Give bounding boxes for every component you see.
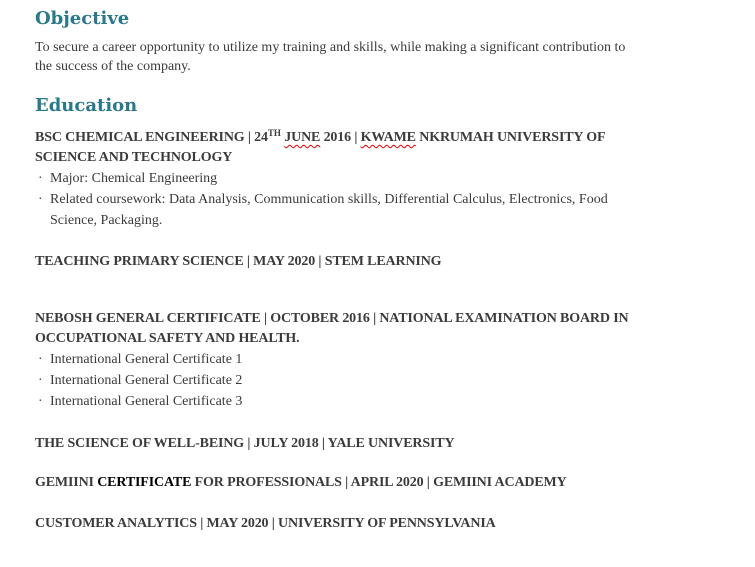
text-segment: FOR PROFESSIONALS | APRIL 2020 | GEMIINI ACADEMY (191, 475, 567, 490)
education-entry-title-wellbeing (35, 434, 735, 454)
entry-title-line (35, 473, 735, 493)
education-heading: Education (35, 95, 138, 116)
list-item (35, 391, 735, 412)
text-segment: GEMIINI (35, 475, 98, 490)
entry-title-line: NEBOSH GENERAL CERTIFICATE | OCTOBER 2016 | NATIONAL EXAMINATION BOARD IN (35, 311, 629, 326)
objective-paragraph (35, 38, 735, 76)
bullet-icon: · (38, 352, 43, 367)
education-entry-title-customer (35, 514, 735, 534)
list-item-text: International General Certificate 3 (50, 394, 243, 409)
entry-title-line (35, 123, 735, 148)
list-item-continuation (35, 210, 735, 231)
bullet-icon: · (38, 373, 43, 388)
misspelled-word: JUNE (284, 130, 321, 145)
list-item (35, 168, 735, 189)
list-item-text: International General Certificate 2 (50, 373, 243, 388)
entry-title-line: TEACHING PRIMARY SCIENCE | MAY 2020 | STEM LEARNING (35, 254, 442, 269)
misspelled-word: KWAME (360, 130, 416, 145)
list-item-text: Major: Chemical Engineering (50, 171, 218, 186)
list-item-text: Science, Packaging. (50, 213, 163, 228)
education-entry-title-nebosh (35, 309, 735, 349)
education-entry-title-gemiini (35, 473, 735, 493)
text-segment: BSC CHEMICAL ENGINEERING | 24 (35, 130, 268, 145)
education-entry-title-bsc (35, 123, 735, 168)
entry-title-line: THE SCIENCE OF WELL-BEING | JULY 2018 | YALE UNIVERSITY (35, 436, 455, 451)
bullet-icon: · (38, 192, 43, 207)
objective-heading: Objective (35, 8, 130, 29)
bullet-icon: · (38, 394, 43, 409)
text-segment: CERTIFICATE (97, 475, 192, 490)
objective-paragraph-line: the success of the company. (35, 59, 191, 74)
list-item (35, 189, 735, 210)
entry-title-line: SCIENCE AND TECHNOLOGY (35, 150, 233, 165)
education-entry-bullets-bsc (35, 168, 735, 231)
entry-title-line: OCCUPATIONAL SAFETY AND HEALTH. (35, 331, 300, 346)
education-entry-bullets-nebosh (35, 349, 735, 412)
text-segment: TH (267, 128, 281, 138)
text-segment: NKRUMAH UNIVERSITY OF (415, 130, 606, 145)
text-segment: 2016 | (320, 130, 361, 145)
list-item-text: International General Certificate 1 (50, 352, 243, 367)
list-item-text: Related coursework: Data Analysis, Communication skills, Differential Calculus, Electronics, Food (50, 192, 608, 207)
bullet-icon: · (38, 171, 43, 186)
list-item (35, 370, 735, 391)
objective-paragraph-line: To secure a career opportunity to utilize my training and skills, while making a significant contribution to (35, 40, 626, 55)
entry-title-line: CUSTOMER ANALYTICS | MAY 2020 | UNIVERSITY OF PENNSYLVANIA (35, 516, 496, 531)
education-entry-title-teaching (35, 252, 735, 272)
list-item (35, 349, 735, 370)
